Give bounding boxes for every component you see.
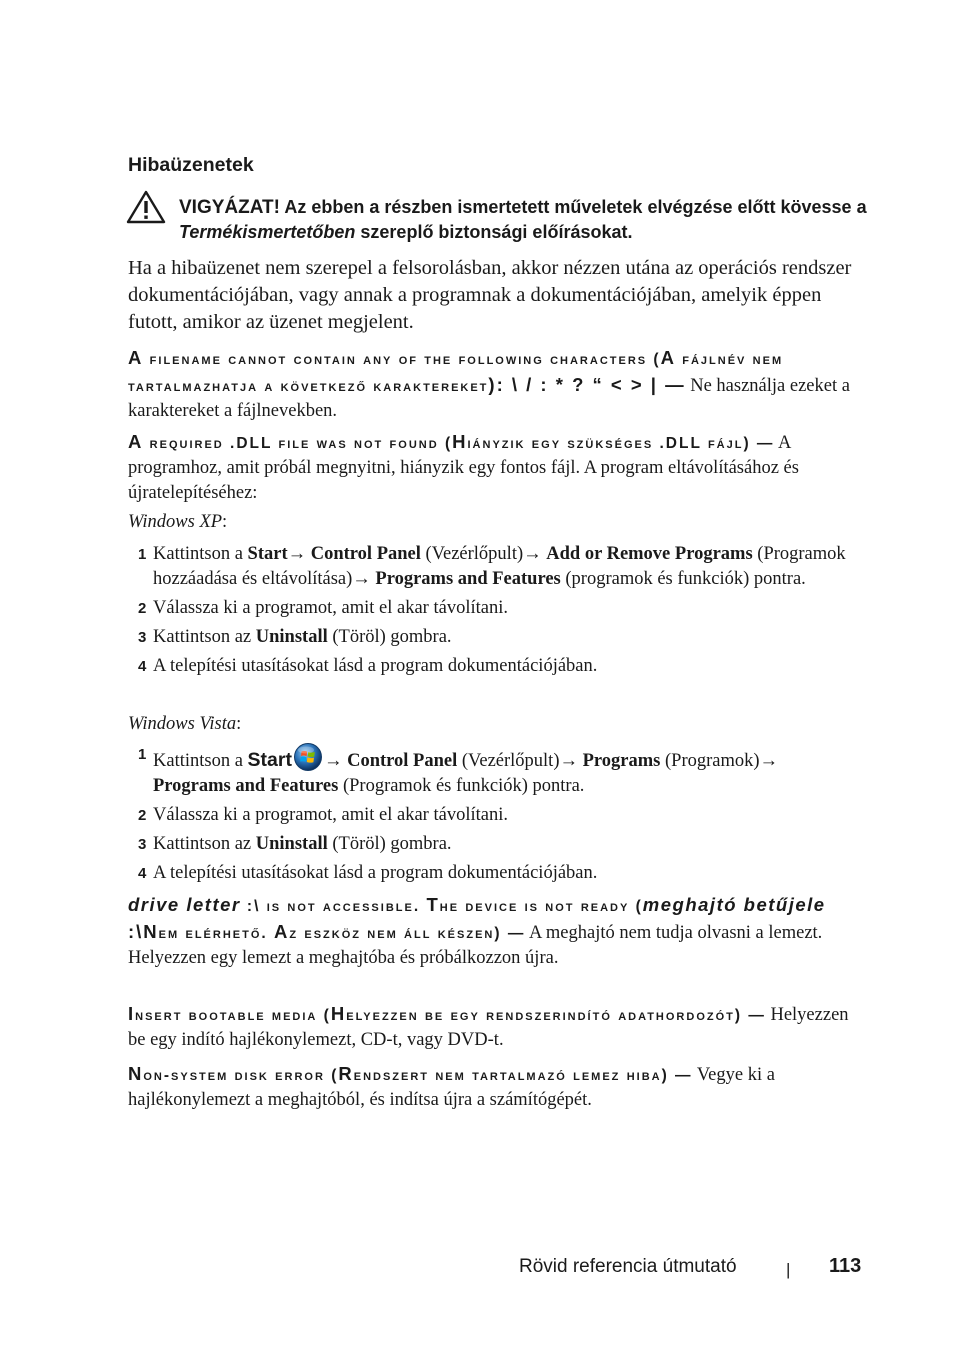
step-text: Kattintson az: [153, 627, 256, 647]
error-head-part: ): \ / : * ? “ < > | —: [488, 374, 686, 395]
step-bold: Programs and Features: [153, 776, 339, 796]
page-number: 113: [829, 1255, 862, 1277]
section-title: Hibaüzenetek: [128, 154, 254, 176]
step-bold: Add or Remove Programs: [546, 544, 753, 564]
step-number: 1: [138, 546, 147, 563]
windows-vista-steps: [138, 742, 858, 890]
error-filename-characters: [128, 345, 868, 424]
windows-vista-label: [128, 714, 241, 735]
step-text: Kattintson a: [153, 751, 248, 771]
step-bold: Control Panel: [310, 544, 421, 564]
step-number: 3: [138, 836, 147, 853]
error-head-part: I: [128, 1003, 136, 1024]
step-number: 3: [138, 629, 147, 646]
step-text: Válassza ki a programot, amit el akar távolítani.: [153, 805, 508, 825]
error-description: Ne használja ezeket a karaktereket a fájlnevekben.: [128, 376, 850, 421]
error-non-system-disk: [128, 1061, 868, 1113]
step-text: (programok és funkciók) pontra.: [560, 569, 806, 589]
error-head-part: A: [660, 347, 676, 368]
step-text: (Programok)→: [660, 751, 779, 771]
step-text: →: [287, 544, 311, 564]
error-description: A meghajtó nem tudja olvasni a lemezt. Helyezzen egy lemezt a meghajtóba és próbálkozzon újra.: [128, 923, 823, 968]
list-item: [138, 654, 858, 679]
error-head-part: A: [128, 431, 144, 452]
list-item: [138, 542, 858, 592]
step-text: →: [323, 751, 348, 771]
error-description: Vegye ki a hajlékonylemezt a meghajtóból, és indítsa újra a számítógépét.: [128, 1065, 775, 1110]
error-drive-not-accessible: [128, 892, 868, 971]
warning-notice: [179, 195, 879, 245]
error-head-part: :\ is not accessible.: [240, 898, 427, 915]
error-description: A programhoz, amit próbál megnyitni, hiányzik egy fontos fájl. A program eltávolításához és újratelepítéséhez:: [128, 433, 799, 503]
error-head-part: filename cannot contain any of the following characters (: [143, 351, 661, 368]
error-head-part: on-system disk error (: [143, 1067, 339, 1084]
error-head-part: H: [452, 431, 468, 452]
list-item: [138, 625, 858, 650]
intro-paragraph: Ha a hibaüzenet nem szerepel a felsorolásban, akkor nézzen utána az operációs rendszer dokumentációjában, vagy annak a programnak a dokumentációjában, amelyik éppen futott, amikor az üzenet megjelent.: [128, 257, 852, 333]
list-item: [138, 742, 858, 799]
os-name: Windows XP: [128, 512, 223, 532]
step-bold: Uninstall: [255, 627, 328, 647]
error-head-part: drive letter: [128, 894, 241, 915]
error-head-part: A: [273, 921, 290, 942]
step-bold: Programs and Features: [375, 569, 561, 589]
windows-xp-label: [128, 512, 227, 533]
list-item: [138, 596, 858, 621]
list-item: [138, 803, 858, 828]
step-text: A telepítési utasításokat lásd a program dokumentációjában.: [153, 656, 598, 676]
step-bold: Start: [247, 544, 288, 564]
step-text: Kattintson az: [153, 834, 256, 854]
error-head-part: iányzik egy szükséges .DLL fájl) —: [467, 435, 775, 452]
list-item: [138, 861, 858, 886]
error-head-part: T: [426, 894, 440, 915]
step-number: 4: [138, 865, 147, 882]
step-number: 4: [138, 658, 147, 675]
step-text: A telepítési utasításokat lásd a program dokumentációjában.: [153, 863, 598, 883]
error-dll-not-found: [128, 429, 868, 506]
error-head-part: A: [128, 347, 144, 368]
footer-separator: |: [786, 1260, 791, 1279]
windows-xp-steps: [138, 542, 858, 683]
error-head-part: meghajtó betűjele: [642, 894, 826, 915]
error-head-part: nsert bootable media (: [135, 1007, 331, 1024]
step-bold: Start: [247, 749, 292, 771]
step-number: 1: [138, 746, 147, 763]
error-head-part: endszert nem tartalmazó lemez hiba) —: [353, 1067, 693, 1084]
step-text: (Vezérlőpult)→: [457, 751, 583, 771]
step-bold: Control Panel: [347, 751, 458, 771]
os-colon: :: [222, 512, 228, 532]
step-bold: Programs: [582, 751, 661, 771]
step-number: 2: [138, 807, 147, 824]
step-bold: Uninstall: [255, 834, 328, 854]
footer-label: Rövid referencia útmutató: [519, 1256, 737, 1277]
error-head-part: required .DLL file was not found (: [143, 435, 453, 452]
step-text: Válassza ki a programot, amit el akar távolítani.: [153, 598, 508, 618]
error-head-part: he device is not ready (: [439, 898, 643, 915]
step-text: (Programok és funkciók) pontra.: [338, 776, 585, 796]
step-text: (Töröl) gombra.: [327, 627, 452, 647]
warning-text-2: szereplő biztonsági előírásokat.: [355, 222, 633, 242]
error-head-part: H: [330, 1003, 347, 1024]
error-head-part: N: [128, 1063, 144, 1084]
list-item: [138, 832, 858, 857]
error-description: Helyezzen be egy indító hajlékonylemezt, CD-t, vagy DVD-t.: [128, 1005, 849, 1050]
error-insert-bootable-media: [128, 1001, 868, 1053]
error-head-part: :\N: [128, 921, 159, 942]
error-head-part: em elérhető.: [158, 925, 274, 942]
os-colon: :: [236, 714, 242, 734]
step-text: (Programok hozzáadása és eltávolítása)→: [153, 544, 846, 589]
error-head-part: z eszköz nem áll készen) —: [289, 925, 526, 942]
os-name: Windows Vista: [128, 714, 237, 734]
error-head-part: R: [338, 1063, 354, 1084]
windows-start-orb-icon: [293, 742, 323, 772]
step-text: Kattintson a: [153, 544, 248, 564]
warning-label: VIGYÁZAT!: [179, 197, 280, 218]
error-head-part: fájlnév nem tartalmazhatja a következő karaktereket: [128, 351, 784, 395]
step-number: 2: [138, 600, 147, 617]
warning-text-1: Az ebben a részben ismertetett műveletek elvégzése előtt kövesse a: [279, 197, 867, 217]
error-head-part: elyezzen be egy rendszerindító adathordozót) —: [346, 1007, 766, 1024]
warning-triangle-icon: [126, 190, 166, 224]
warning-text-italic: Termékismertetőben: [179, 222, 356, 242]
step-text: (Vezérlőpult)→: [420, 544, 547, 564]
step-text: (Töröl) gombra.: [327, 834, 452, 854]
